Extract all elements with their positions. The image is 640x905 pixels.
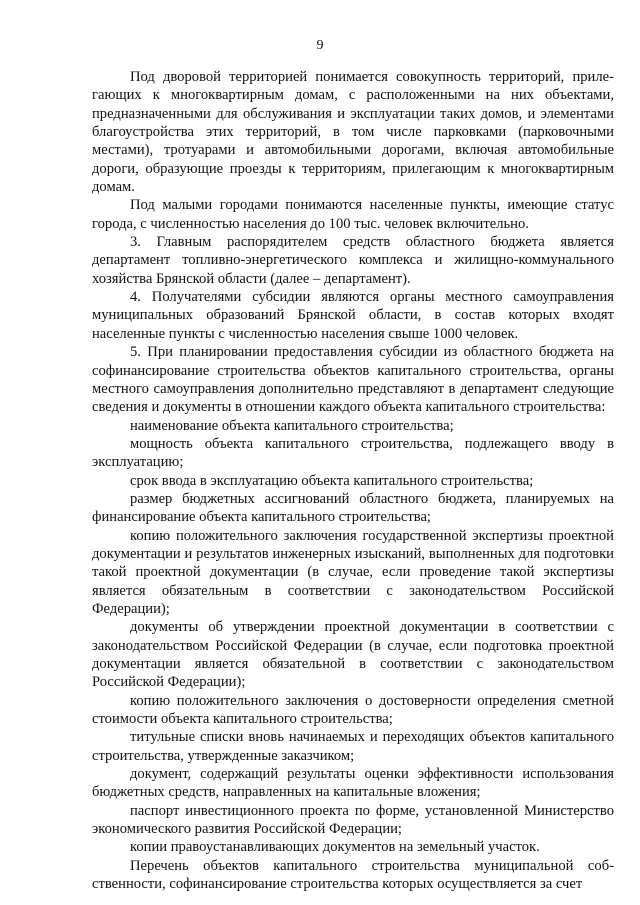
list-item-title-lists: титульные списки вновь начинаемых и переходящих объектов капитального строительства, утвержденные заказчиком; <box>92 729 614 764</box>
list-item-state-expertise: копию положительного заключения государственной экспертизы проектной документации и результатов инженерных изысканий, выполненных для подготовки такой проектной документации (в случае, если проведение такой экспертизы является обязательным в соответствии с законодательством Российской Федерации); <box>92 527 614 617</box>
list-item-object-name: наименование объекта капитального строительства; <box>130 417 454 434</box>
page-number: 9 <box>316 38 324 53</box>
list-item-investment-passport: паспорт инвестиционного проекта по форме, установленной Министерство экономического развития Российской Федерации; <box>92 802 614 838</box>
paragraph-small-towns: Под малыми городами понимаются населенные пункты, имеющие статус города, с численностью населения до 100 тыс. человек включительно. <box>92 197 614 232</box>
document-body <box>92 68 614 893</box>
list-item-object-capacity: мощность объекта капитального строительства, подлежащего вводу в эксплуатацию; <box>92 435 614 471</box>
list-item-commissioning-date: срок ввода в эксплуатацию объекта капитального строительства; <box>130 472 534 489</box>
list-item-efficiency-assessment: документ, содержащий результаты оценки эффективности использования бюджетных средств, направленных на капитальные вложения; <box>92 766 614 801</box>
list-item-cost-reliability: копию положительного заключения о достоверности определения сметной стоимости объекта капитального строительства; <box>92 692 614 728</box>
paragraph-yard-territory: Под дворовой территорией понимается совокупность территорий, прилегающих к многоквартирным домам, с расположенными на них объектами, предназначенными для обслуживания и эксплуатации таких домов, и элементами благоустройства этих территорий, в том числе парковками (парковочными местами), тротуарами и автомобильными дорогами, включая автомобильные дороги, образующие проезды к территориям, прилегающим к многоквартирным домам. <box>92 69 614 196</box>
list-item-land-documents: копии правоустанавливающих документов на земельный участок. <box>130 839 540 856</box>
paragraph-3-main-administrator: 3. Главным распорядителем средств областного бюджета является департамент топливно-энергетического комплекса и жилищно-коммунального хозяйства Брянской области (далее – департамент). <box>92 234 614 287</box>
paragraph-5-planning: 5. При планировании предоставления субсидии из областного бюджета на софинансирование строительства объектов капитального строительства, органы местного самоуправления дополнительно представляют в департамент следующие сведения и документы в отношении каждого объекта капитального строительства: <box>92 344 614 416</box>
paragraph-4-recipients: 4. Получателями субсидии являются органы местного самоуправления муниципальных образований Брянской области, в состав которых входят населенные пункты с численностью населения свыше 1000 человек. <box>92 289 614 342</box>
list-item-design-approval: документы об утверждении проектной документации в соответствии с законодательством Российской Федерации (в случае, если подготовка проектной документации является обязательной в соответствии с законодательством Российской Федерации); <box>92 619 614 691</box>
paragraph-object-list: Перечень объектов капитального строительства муниципальной собственности, софинансирование строительства которых осуществляется за счет <box>92 857 614 893</box>
list-item-budget-allocations: размер бюджетных ассигнований областного бюджета, планируемых на финансирование объекта капитального строительства; <box>92 490 614 526</box>
